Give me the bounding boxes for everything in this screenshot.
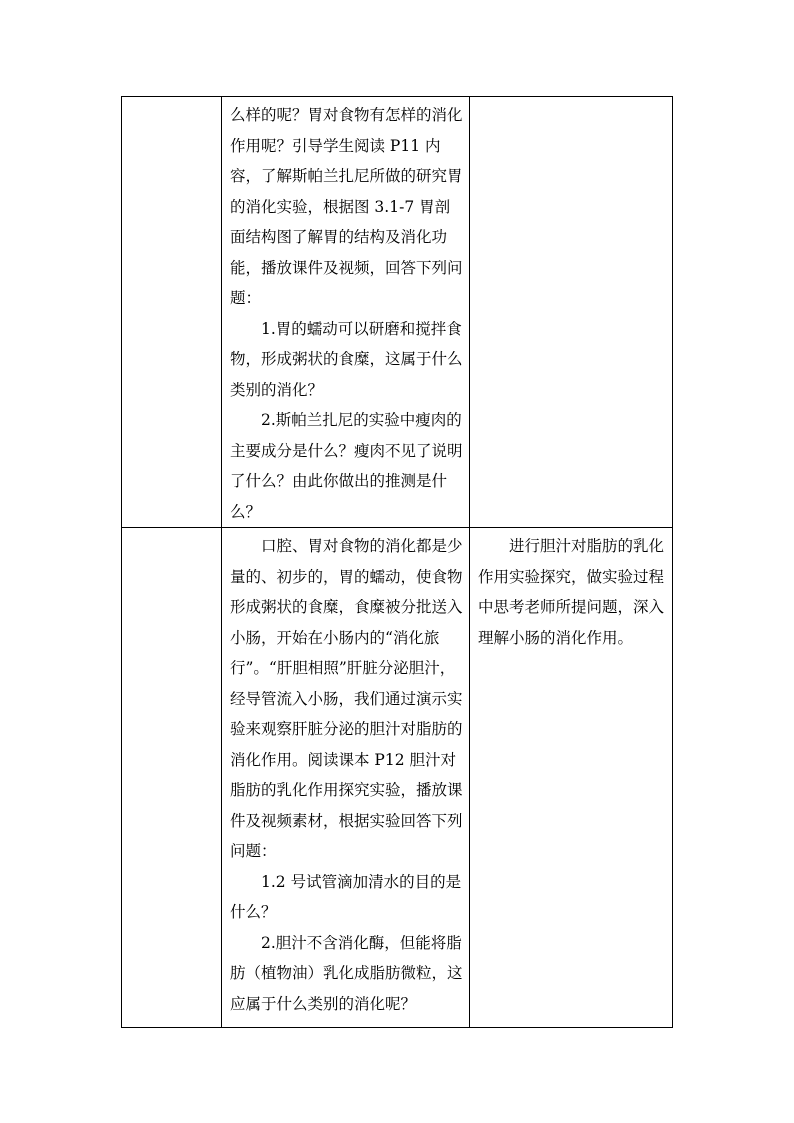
- teacher-activity-cell: [222, 97, 470, 528]
- question-paragraph: 1.胃的蠕动可以研磨和搅拌食物，形成粥状的食糜，这属于什么类别的消化？: [230, 319, 463, 399]
- student-activity-text: [470, 97, 672, 100]
- lesson-plan-table: [121, 96, 673, 1028]
- student-activity-cell: [470, 528, 673, 1028]
- table-row: [122, 97, 673, 528]
- paragraph: 进行胆汁对脂肪的乳化作用实验探究，做实验过程中思考老师所提问题，深入理解小肠的消化作用。: [478, 537, 665, 647]
- stage-label-cell: [122, 528, 222, 1028]
- question-paragraph: 2.斯帕兰扎尼的实验中瘦肉的主要成分是什么？瘦肉不见了说明了什么？由此你做出的推测是什么？: [230, 411, 463, 521]
- table-row: [122, 528, 673, 1028]
- stage-label: [122, 528, 221, 531]
- question-paragraph: 1.2 号试管滴加清水的目的是什么？: [230, 872, 462, 921]
- paragraph: 么样的呢？胃对食物有怎样的消化作用呢？引导学生阅读 P11 内容，了解斯帕兰扎尼所做的研究胃的消化实验，根据图 3.1-7 胃剖面结构图了解胃的结构及消化功能，播放课件及视频，回答下列问题：: [230, 106, 463, 307]
- stage-label: [122, 97, 221, 100]
- teacher-activity-text: [222, 528, 469, 1019]
- student-activity-text: [470, 528, 672, 653]
- question-paragraph: 2.胆汁不含消化酶，但能将脂肪（植物油）乳化成脂肪微粒，这应属于什么类别的消化呢？: [230, 933, 463, 1013]
- student-activity-cell: [470, 97, 673, 528]
- stage-label-cell: [122, 97, 222, 528]
- teacher-activity-text: [222, 97, 469, 527]
- teacher-activity-cell: [222, 528, 470, 1028]
- paragraph: 口腔、胃对食物的消化都是少量的、初步的，胃的蠕动，使食物形成粥状的食糜，食糜被分批送入小肠，开始在小肠内的“消化旅行”。“肝胆相照”肝脏分泌胆汁，经导管流入小肠，我们通过演示实验来观察肝脏分泌的胆汁对脂肪的消化作用。阅读课本 P12 胆汁对脂肪的乳化作用探究实验，播放课件及视频素材，根据实验回答下列问题：: [230, 537, 463, 860]
